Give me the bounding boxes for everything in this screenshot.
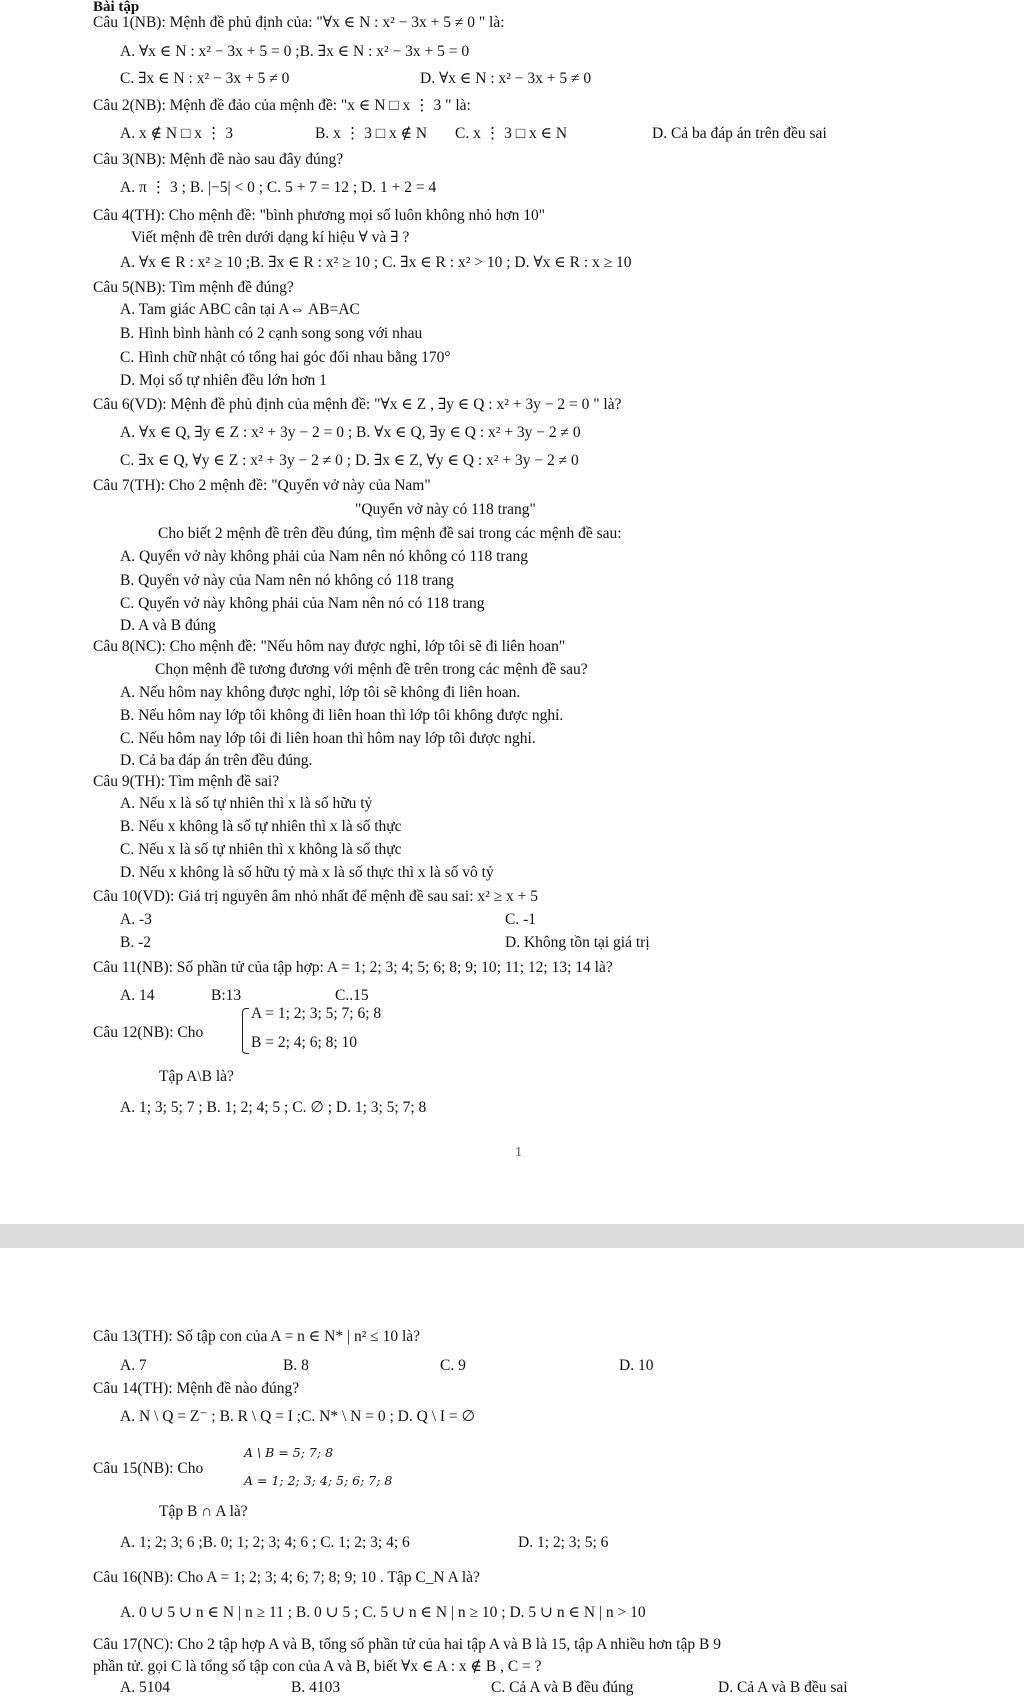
question-8-option-d: D. Cả ba đáp án trên đều đúng. xyxy=(120,752,313,769)
page-break xyxy=(0,1190,1024,1250)
question-9-option-a: A. Nếu x là số tự nhiên thì x là số hữu tỷ xyxy=(120,795,373,812)
page-number: 1 xyxy=(515,1145,522,1160)
question-7-option-c: C. Quyển vở này không phải của Nam nên nó có 118 trang xyxy=(120,595,485,612)
question-11-option-a: A. 14 xyxy=(120,987,155,1004)
question-13-option-d: D. 10 xyxy=(619,1357,654,1374)
question-13-stem: Câu 13(TH): Số tập con của A = n ∈ N* | n² ≤ 10 là? xyxy=(93,1328,421,1345)
question-17-stem: Câu 17(NC): Cho 2 tập hợp A và B, tổng số phần tử của hai tập A và B là 15, tập A nhiều hơn tập B 9 xyxy=(93,1636,721,1653)
page-gap-band xyxy=(0,1224,1024,1248)
question-5-stem: Câu 5(NB): Tìm mệnh đề đúng? xyxy=(93,279,294,296)
question-9-option-b: B. Nếu x không là số tự nhiên thì x là số thực xyxy=(120,818,402,835)
question-14-stem: Câu 14(TH): Mệnh đề nào đúng? xyxy=(93,1380,300,1397)
question-13-option-b: B. 8 xyxy=(283,1357,309,1374)
question-8-stem: Câu 8(NC): Cho mệnh đề: "Nếu hôm nay được nghỉ, lớp tôi sẽ đi liên hoan" xyxy=(93,638,566,655)
system-brace xyxy=(242,1008,249,1054)
question-8-stem-line-2: Chọn mệnh đề tương đương với mệnh đề trên trong các mệnh đề sau? xyxy=(155,661,588,678)
question-11-option-c: C..15 xyxy=(335,987,369,1004)
question-16-stem: Câu 16(NB): Cho A = 1; 2; 3; 4; 6; 7; 8; 9; 10 . Tập C_N A là? xyxy=(93,1569,480,1586)
question-12-set-a: A = 1; 2; 3; 5; 7; 6; 8 xyxy=(251,1005,382,1022)
question-2-option-a: A. x ∉ N □ x ⋮ 3 xyxy=(120,125,233,142)
question-7-stem: Câu 7(TH): Cho 2 mệnh đề: "Quyển vở này của Nam" xyxy=(93,477,431,494)
question-10-option-a: A. -3 xyxy=(120,911,152,928)
question-6-stem: Câu 6(VD): Mệnh đề phủ định của mệnh đề: "∀x ∈ Z , ∃y ∈ Q : x² + 3y − 2 = 0 " là? xyxy=(93,396,622,413)
question-15-line-2: A = 1; 2; 3; 4; 5; 6; 7; 8 xyxy=(244,1473,393,1488)
question-12-ask: Tập A\B là? xyxy=(159,1068,234,1085)
question-5-option-b: B. Hình bình hành có 2 cạnh song song với nhau xyxy=(120,325,423,342)
question-5-option-d: D. Mọi số tự nhiên đều lớn hơn 1 xyxy=(120,372,327,389)
question-17-option-d: D. Cả A và B đều sai xyxy=(718,1679,848,1696)
question-2-option-b: B. x ⋮ 3 □ x ∉ N xyxy=(315,125,428,142)
question-9-stem: Câu 9(TH): Tìm mệnh đề sai? xyxy=(93,773,280,790)
question-4-stem-line-2: Viết mệnh đề trên dưới dạng kí hiệu ∀ và ∃ ? xyxy=(131,229,410,246)
question-15-ask: Tập B ∩ A là? xyxy=(159,1503,248,1520)
question-3-stem: Câu 3(NB): Mệnh đề nào sau đây đúng? xyxy=(93,151,344,168)
question-8-option-b: B. Nếu hôm nay lớp tôi không đi liên hoan thì lớp tôi không được nghỉ. xyxy=(120,707,564,724)
question-3-options: A. π ⋮ 3 ; B. |−5| < 0 ; C. 5 + 7 = 12 ; D. 1 + 2 = 4 xyxy=(120,179,437,196)
question-11-option-b: B:13 xyxy=(211,987,242,1004)
question-13-option-c: C. 9 xyxy=(440,1357,466,1374)
question-17-option-c: C. Cả A và B đều đúng xyxy=(491,1679,634,1696)
question-2-option-c: C. x ⋮ 3 □ x ∈ N xyxy=(455,125,568,142)
question-8-option-c: C. Nếu hôm nay lớp tôi đi liên hoan thì hôm nay lớp tôi được nghỉ. xyxy=(120,730,536,747)
question-15-line-1: A \ B = 5; 7; 8 xyxy=(244,1445,334,1460)
question-15-option-d: D. 1; 2; 3; 5; 6 xyxy=(518,1534,609,1551)
question-6-options-ab: A. ∀x ∈ Q, ∃y ∈ Z : x² + 3y − 2 = 0 ; B. ∀x ∈ Q, ∃y ∈ Q : x² + 3y − 2 ≠ 0 xyxy=(120,424,581,441)
page-title: Bài tập xyxy=(93,0,140,15)
question-1-options-ab: A. ∀x ∈ N : x² − 3x + 5 = 0 ;B. ∃x ∈ N : x² − 3x + 5 = 0 xyxy=(120,43,470,60)
question-2-option-d: D. Cả ba đáp án trên đều sai xyxy=(652,125,827,142)
question-2-stem: Câu 2(NB): Mệnh đề đảo của mệnh đề: "x ∈ N □ x ⋮ 3 " là: xyxy=(93,97,471,114)
question-8-option-a: A. Nếu hôm nay không được nghỉ, lớp tôi sẽ không đi liên hoan. xyxy=(120,684,521,701)
question-5-option-a: A. Tam giác ABC cân tại A⇔ AB=AC xyxy=(120,301,360,318)
question-15-stem: Câu 15(NB): Cho xyxy=(93,1460,204,1477)
question-12-options: A. 1; 3; 5; 7 ; B. 1; 2; 4; 5 ; C. ∅ ; D. 1; 3; 5; 7; 8 xyxy=(120,1099,427,1116)
question-1-option-d: D. ∀x ∈ N : x² − 3x + 5 ≠ 0 xyxy=(420,70,592,87)
question-17-stem-line-2: phần tử. gọi C là tổng số tập con của A và B, biết ∀x ∈ A : x ∉ B , C = ? xyxy=(93,1658,542,1675)
question-7-option-d: D. A và B đúng xyxy=(120,617,217,634)
question-4-options: A. ∀x ∈ R : x² ≥ 10 ;B. ∃x ∈ R : x² ≥ 10 ; C. ∃x ∈ R : x² > 10 ; D. ∀x ∈ R : x ≥ 10 xyxy=(120,254,632,271)
question-7-stem-line-3: Cho biết 2 mệnh đề trên đều đúng, tìm mệnh đề sai trong các mệnh đề sau: xyxy=(158,525,622,542)
question-10-option-c: C. -1 xyxy=(505,911,536,928)
question-11-stem: Câu 11(NB): Số phần tử của tập hợp: A = 1; 2; 3; 4; 5; 6; 8; 9; 10; 11; 12; 13; 14 là? xyxy=(93,959,613,976)
question-5-option-c: C. Hình chữ nhật có tổng hai góc đối nhau bằng 170° xyxy=(120,349,451,366)
question-1-stem: Câu 1(NB): Mệnh đề phủ định của: "∀x ∈ N : x² − 3x + 5 ≠ 0 " là: xyxy=(93,14,505,31)
question-13-option-a: A. 7 xyxy=(120,1357,147,1374)
question-9-option-c: C. Nếu x là số tự nhiên thì x không là số thực xyxy=(120,841,402,858)
question-7-option-b: B. Quyển vở này của Nam nên nó không có 118 trang xyxy=(120,572,454,589)
question-1-option-c: C. ∃x ∈ N : x² − 3x + 5 ≠ 0 xyxy=(120,70,290,87)
question-9-option-d: D. Nếu x không là số hữu tỷ mà x là số thực thì x là số vô tỷ xyxy=(120,864,494,881)
question-10-option-d: D. Không tồn tại giá trị xyxy=(505,934,650,951)
question-12-set-b: B = 2; 4; 6; 8; 10 xyxy=(251,1034,358,1051)
question-14-options: A. N \ Q = Z⁻ ; B. R \ Q = I ;C. N* \ N = 0 ; D. Q \ I = ∅ xyxy=(120,1408,476,1425)
question-17-option-b: B. 4103 xyxy=(291,1679,341,1696)
question-16-options: A. 0 ∪ 5 ∪ n ∈ N | n ≥ 11 ; B. 0 ∪ 5 ; C. 5 ∪ n ∈ N | n ≥ 10 ; D. 5 ∪ n ∈ N | n > 10 xyxy=(120,1604,646,1621)
question-7-option-a: A. Quyển vở này không phải của Nam nên nó không có 118 trang xyxy=(120,548,528,565)
question-6-options-cd: C. ∃x ∈ Q, ∀y ∈ Z : x² + 3y − 2 ≠ 0 ; D. ∃x ∈ Z, ∀y ∈ Q : x² + 3y − 2 ≠ 0 xyxy=(120,452,579,469)
question-15-options-abc: A. 1; 2; 3; 6 ;B. 0; 1; 2; 3; 4; 6 ; C. 1; 2; 3; 4; 6 xyxy=(120,1534,410,1551)
question-12-stem: Câu 12(NB): Cho xyxy=(93,1024,204,1041)
question-17-option-a: A. 5104 xyxy=(120,1679,170,1696)
question-10-option-b: B. -2 xyxy=(120,934,151,951)
question-10-stem: Câu 10(VD): Giá trị nguyên âm nhỏ nhất để mệnh đề sau sai: x² ≥ x + 5 xyxy=(93,888,539,905)
question-7-stem-line-2: "Quyển vở này có 118 trang" xyxy=(355,501,536,518)
question-4-stem: Câu 4(TH): Cho mệnh đề: "bình phương mọi số luôn không nhỏ hơn 10" xyxy=(93,207,546,224)
